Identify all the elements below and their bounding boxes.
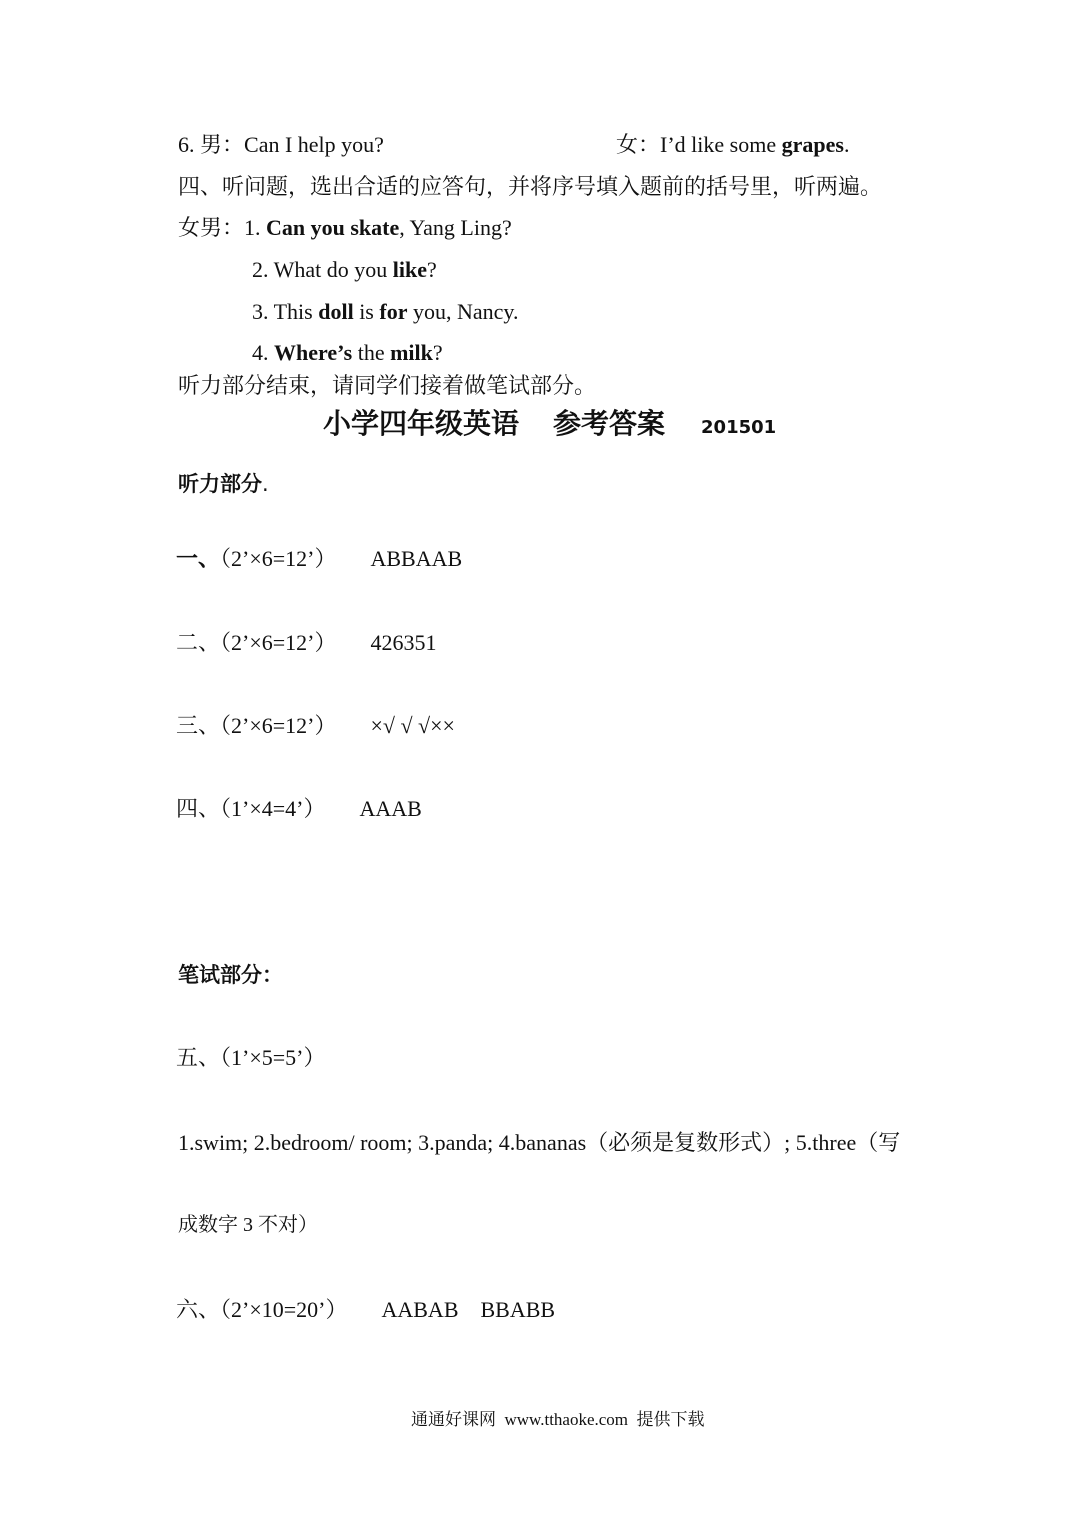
question-rest: , Yang Ling? [399, 215, 512, 240]
title-code: 201501 [701, 417, 777, 438]
male-speaker-label: 男： [200, 132, 245, 157]
written-heading: 笔试部分： [178, 963, 283, 987]
answer-label: 四、 [176, 796, 221, 821]
question-2 [252, 256, 437, 284]
answer-value: ×√ √ √×× [370, 713, 455, 738]
question-bold-1: Where’s [274, 340, 353, 365]
female-speaker-label: 女： [616, 132, 661, 157]
section5-score: （1’×5=5’） [220, 1045, 326, 1070]
answer-value: ABBAAB [370, 546, 463, 571]
question-number: 1. [244, 215, 267, 240]
section5-header [176, 1044, 325, 1072]
question-bold: Can you skate [266, 215, 400, 240]
listening-heading [178, 470, 269, 498]
answer-score: （2’×6=12’） [220, 713, 337, 738]
answer-value: 426351 [370, 630, 437, 655]
answer-score: （2’×6=12’） [220, 630, 337, 655]
section6-label: 六、 [176, 1297, 221, 1322]
title-main: 小学四年级英语 [323, 407, 520, 440]
question-end: ? [426, 257, 437, 282]
section5-answer-line-1: 1.swim; 2.bedroom/ room; 3.panda; 4.bananas（必须是复数形式）; 5.three（写 [178, 1130, 901, 1155]
question-text: 2. What do you [252, 257, 393, 282]
question-number: 4. [252, 340, 274, 365]
section6-score: （2’×10=20’） [220, 1297, 348, 1322]
section6-answer: AABAB BBABB [381, 1297, 556, 1322]
question-text: 3. This [252, 299, 319, 324]
page-footer: 通通好课网 www.tthaoke.com 提供下载 [411, 1410, 705, 1429]
answer-score: （2’×6=12’） [220, 546, 337, 571]
item-number: 6. [178, 132, 200, 157]
female-line-bold: grapes [781, 132, 844, 157]
question-bold: like [392, 257, 427, 282]
question-end: you, Nancy. [407, 299, 519, 324]
question-bold-2: milk [390, 340, 433, 365]
answer-row-1 [176, 545, 462, 573]
question-mid: is [353, 299, 380, 324]
question-3 [252, 298, 518, 326]
answer-label: 一、 [176, 546, 221, 571]
question-bold-2: for [379, 299, 408, 324]
answer-score: （1’×4=4’） [220, 796, 326, 821]
answer-row-4 [176, 795, 422, 823]
answer-row-2 [176, 629, 436, 657]
answer-key-title [323, 407, 776, 445]
answer-row-3 [176, 712, 455, 740]
script-item-6-female [616, 131, 849, 159]
section4-instruction: 四、听问题，选出合适的应答句，并将序号填入题前的括号里，听两遍。 [178, 174, 883, 199]
answer-value: AAAB [359, 796, 422, 821]
section5-answer-line-2: 成数字 3 不对） [178, 1214, 318, 1236]
listening-heading-punct: . [262, 472, 269, 496]
male-line: Can I help you? [244, 132, 384, 157]
script-item-6 [178, 131, 384, 159]
question-end: ? [432, 340, 443, 365]
female-line-end: . [843, 132, 850, 157]
answer-label: 三、 [176, 713, 221, 738]
section5-label: 五、 [176, 1045, 221, 1070]
listening-end-note: 听力部分结束，请同学们接着做笔试部分。 [178, 373, 597, 398]
listening-heading-text: 听力部分 [178, 472, 262, 496]
question-4 [252, 339, 443, 367]
question-1 [178, 214, 512, 242]
section6-row [176, 1296, 555, 1324]
answer-label: 二、 [176, 630, 221, 655]
question-bold-1: doll [318, 299, 354, 324]
female-line: I’d like some [660, 132, 782, 157]
title-sub: 参考答案 [553, 407, 666, 440]
question-mid: the [352, 340, 391, 365]
speaker-label: 女男： [178, 215, 245, 240]
